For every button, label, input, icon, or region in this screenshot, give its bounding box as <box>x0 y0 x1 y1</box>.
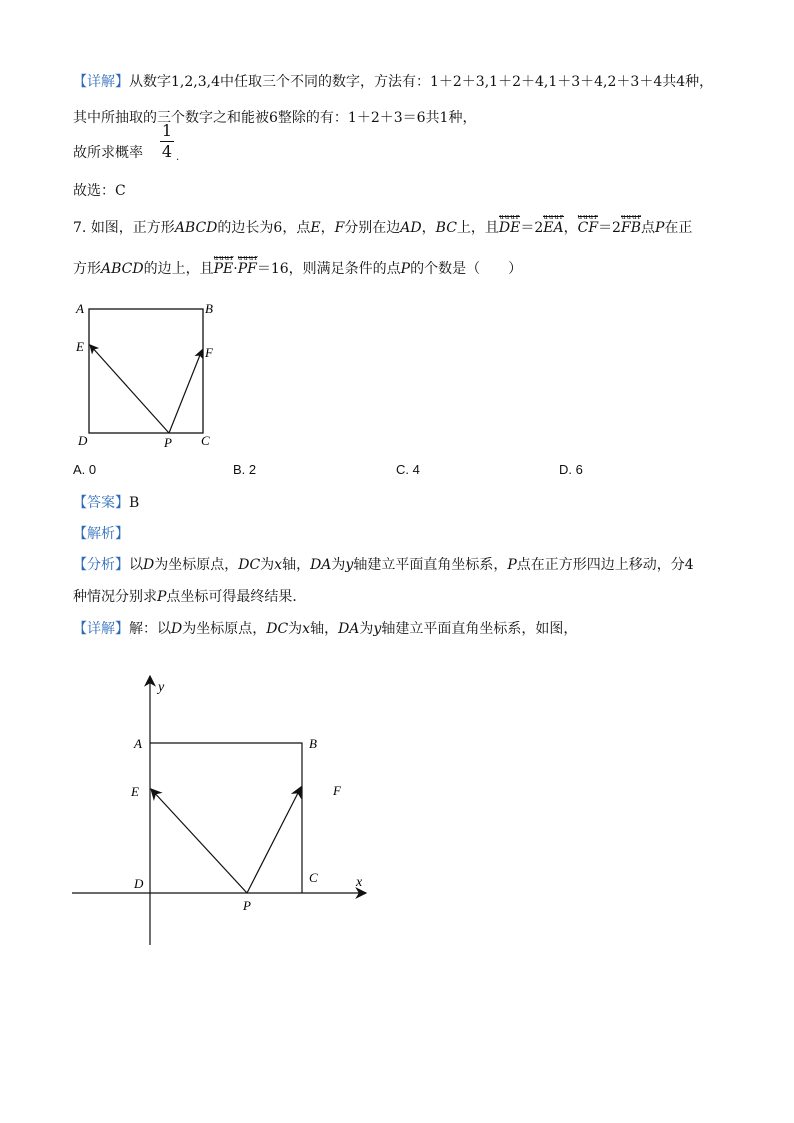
label-x: x <box>356 875 363 890</box>
detail-prev-line1: 【详解】从数字1,2,3,4中任取三个不同的数字，方法有：1＋2＋3,1＋2＋4,1＋3＋4,2＋3＋4共4种， <box>73 74 714 90</box>
label-b-2: B <box>309 736 317 751</box>
arrow-pf <box>169 350 202 433</box>
probability-fraction: 1 4 <box>161 121 173 161</box>
figure-coordinate <box>60 670 390 955</box>
figure-square <box>70 295 230 455</box>
analysis-line1: 【分析】以D为坐标原点，DC为x轴，DA为y轴建立平面直角坐标系，P点在正方形四边上移动，分4 <box>73 557 694 573</box>
vector-ea: uuur EA <box>543 213 565 236</box>
option-c[interactable]: C. 4 <box>396 462 420 477</box>
label-a: A <box>76 301 84 316</box>
detail-prev-line2: 其中所抽取的三个数字之和能被6整除的有：1＋2＋3＝6共1种， <box>73 110 477 126</box>
arrow-pf-2 <box>247 787 301 893</box>
label-f-2: F <box>333 783 341 798</box>
vector-pf: uuur PF <box>237 254 259 277</box>
label-d: D <box>78 433 88 448</box>
option-a[interactable]: A. 0 <box>73 462 97 477</box>
vector-cf: uuur CF <box>577 213 599 236</box>
arrow-pe-2 <box>151 789 247 893</box>
question-number: 7. <box>73 220 87 236</box>
option-d[interactable]: D. 6 <box>559 462 583 477</box>
answer-line <box>73 493 139 513</box>
label-p-2: P <box>243 898 251 913</box>
combinations: 1＋2＋3,1＋2＋4,1＋3＋4,2＋3＋4 <box>429 74 663 90</box>
choice-text: 故选：C <box>73 183 126 199</box>
label-f: F <box>205 345 213 360</box>
detail-line: 【详解】解：以D为坐标原点，DC为x轴，DA为y轴建立平面直角坐标系，如图， <box>73 621 578 637</box>
vector-de: uuur DE <box>498 213 521 236</box>
label-e: E <box>76 339 84 354</box>
probability-label: 故所求概率 <box>73 145 143 161</box>
question-line2: 方形ABCD的边上，且 uuur PE· uuur PF＝16，则满足条件的点P的个数是（ ） <box>73 254 523 277</box>
label-e-2: E <box>131 784 139 799</box>
label-c-2: C <box>309 870 318 885</box>
answer-tag: 【答案】 <box>73 495 129 511</box>
answer-value: B <box>129 495 140 511</box>
label-y: y <box>158 680 165 695</box>
analysis-tag: 【解析】 <box>73 526 129 542</box>
vector-pe: uuur PE <box>213 254 235 277</box>
label-b: B <box>205 301 213 316</box>
square-outline <box>89 309 203 433</box>
arrow-pe <box>90 345 169 433</box>
option-b[interactable]: B. 2 <box>233 462 257 477</box>
label-c: C <box>201 433 210 448</box>
label-a-2: A <box>134 736 142 751</box>
detail-tag: 【详解】 <box>73 74 129 90</box>
question-line1: 7. 如图，正方形ABCD的边长为6，点E，F分别在边AD，BC上，且 uuur DE＝2 uuur EA， uuur CF＝2 uuur FB点P在正 <box>73 213 693 236</box>
label-d-2: D <box>134 876 144 891</box>
vector-fb: uuur FB <box>620 213 642 236</box>
analysis-line2: 种情况分别求P点坐标可得最终结果． <box>73 589 307 605</box>
label-p: P <box>164 435 172 450</box>
